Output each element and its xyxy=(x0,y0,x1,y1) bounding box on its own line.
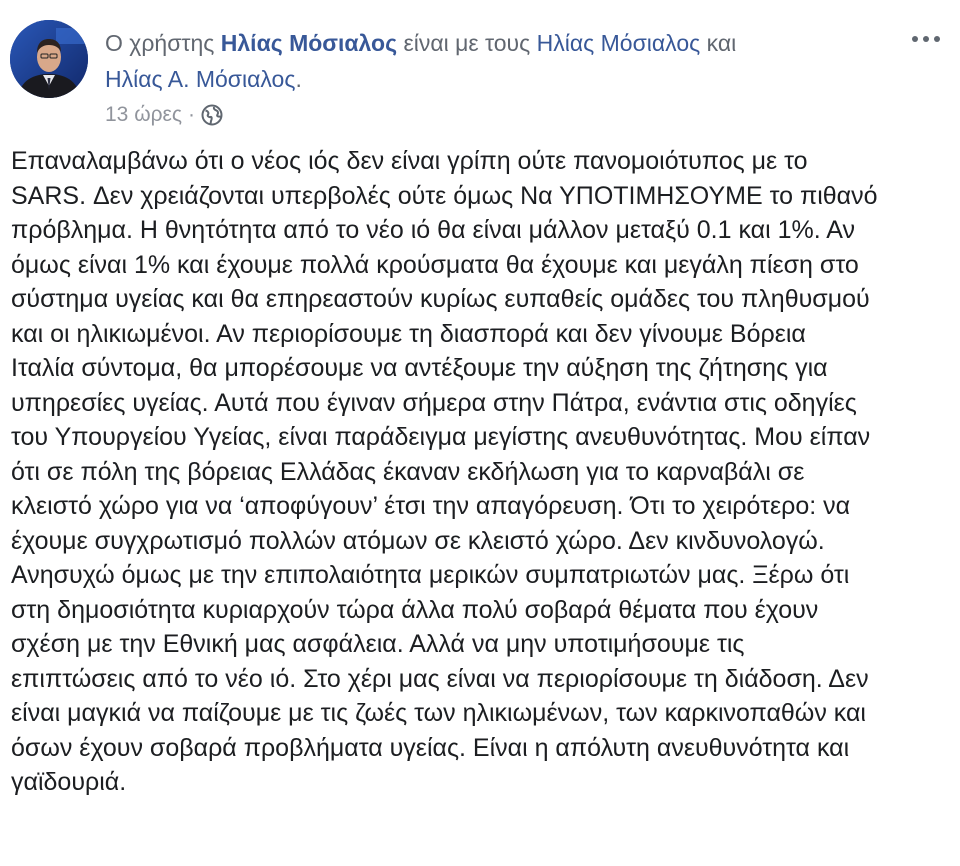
post-meta xyxy=(105,100,223,130)
more-options-dot xyxy=(912,36,918,42)
post-body-line: ότι σε πόλη της βόρειας Ελλάδας έκαναν εκδήλωση για το καρναβάλι σε xyxy=(11,457,805,486)
author-link[interactable]: Ηλίας Μόσιαλος xyxy=(220,30,398,56)
post-body-line: και οι ηλικιωμένοι. Αν περιορίσουμε τη διασπορά και δεν γίνουμε Βόρεια xyxy=(11,319,806,348)
header-prefix: Ο χρήστης xyxy=(105,30,215,56)
post-body-line: σύστημα υγείας και θα επηρεαστούν κυρίως ευπαθείς ομάδες του πληθυσμού xyxy=(11,285,870,313)
post-body-line: στη δημοσιότητα κυριαρχούν τώρα άλλα πολύ σοβαρά θέματα που έχουν xyxy=(11,595,819,624)
post-body-line: επιπτώσεις από το νέο ιό. Στο χέρι μας είναι να περιορίσουμε τη διάδοση. Δεν xyxy=(11,664,869,693)
post-body-line: κλειστό χώρο για να ‘αποφύγουν’ έτσι την απαγόρευση. Ότι το χειρότερο: να xyxy=(11,492,851,520)
post-body-line: πρόβλημα. Η θνητότητα από το νέο ιό θα είναι μάλλον μεταξύ 0.1 και 1%. Αν xyxy=(11,216,855,244)
post-body-text xyxy=(11,144,949,800)
post-body-line: του Υπουργείου Υγείας, είναι παράδειγμα μεγίστης ανευθυνότητας. Μου είπαν xyxy=(11,423,871,451)
post-body-line: σχέση με την Εθνική μας ασφάλεια. Αλλά να μην υποτιμήσουμε τις xyxy=(11,630,745,658)
tagged-person-link-2[interactable]: Ηλίας Α. Μόσιαλος xyxy=(105,66,296,92)
post-body-line: Ιταλία σύντομα, θα μπορέσουμε να αντέξουμε την αύξηση της ζήτησης για xyxy=(11,354,828,382)
post-body-line: είναι μαγκιά να παίζουμε με τις ζωές των ηλικιωμένων, των καρκινοπαθών και xyxy=(11,699,866,727)
header-with-text: είναι με τους xyxy=(403,30,531,56)
post-body-line: γαϊδουριά. xyxy=(11,768,127,796)
meta-separator: · xyxy=(188,103,196,126)
header-and-text: και xyxy=(706,30,737,56)
post-timestamp[interactable]: 13 ώρες xyxy=(105,103,183,126)
header-end-punct: . xyxy=(295,66,302,92)
more-options-icon[interactable] xyxy=(906,24,946,54)
post-header-line-1 xyxy=(105,28,736,58)
more-options-dot xyxy=(923,36,929,42)
post-body-line: Επαναλαμβάνω ότι ο νέος ιός δεν είναι γρίπη ούτε πανομοιότυπος με το xyxy=(11,147,808,175)
more-options-dot xyxy=(934,36,940,42)
post-body-line: υπηρεσίες υγείας. Αυτά που έγιναν σήμερα στην Πάτρα, ενάντια στις οδηγίες xyxy=(11,388,857,417)
globe-icon[interactable] xyxy=(201,104,223,126)
post-body-line: έχουμε συγχρωτισμό πολλών ατόμων σε κλειστό χώρο. Δεν κινδυνολογώ. xyxy=(11,526,825,555)
post-body-line: όμως είναι 1% και έχουμε πολλά κρούσματα θα έχουμε και μεγάλη πίεση στο xyxy=(11,250,859,279)
tagged-person-link-1[interactable]: Ηλίας Μόσιαλος xyxy=(536,30,701,56)
post-body-line: Ανησυχώ όμως με την επιπολαιότητα μερικών συμπατριωτών μας. Ξέρω ότι xyxy=(11,561,850,589)
post-header-line-2 xyxy=(105,64,302,94)
post-body-line: SARS. Δεν χρειάζονται υπερβολές ούτε όμως Να ΥΠΟΤΙΜΗΣΟΥΜΕ το πιθανό xyxy=(11,181,878,210)
post-body-line: όσων έχουν σοβαρά προβλήματα υγείας. Είναι η απόλυτη ανευθυνότητα και xyxy=(11,733,850,762)
avatar[interactable] xyxy=(10,20,88,98)
avatar-image xyxy=(10,20,88,98)
